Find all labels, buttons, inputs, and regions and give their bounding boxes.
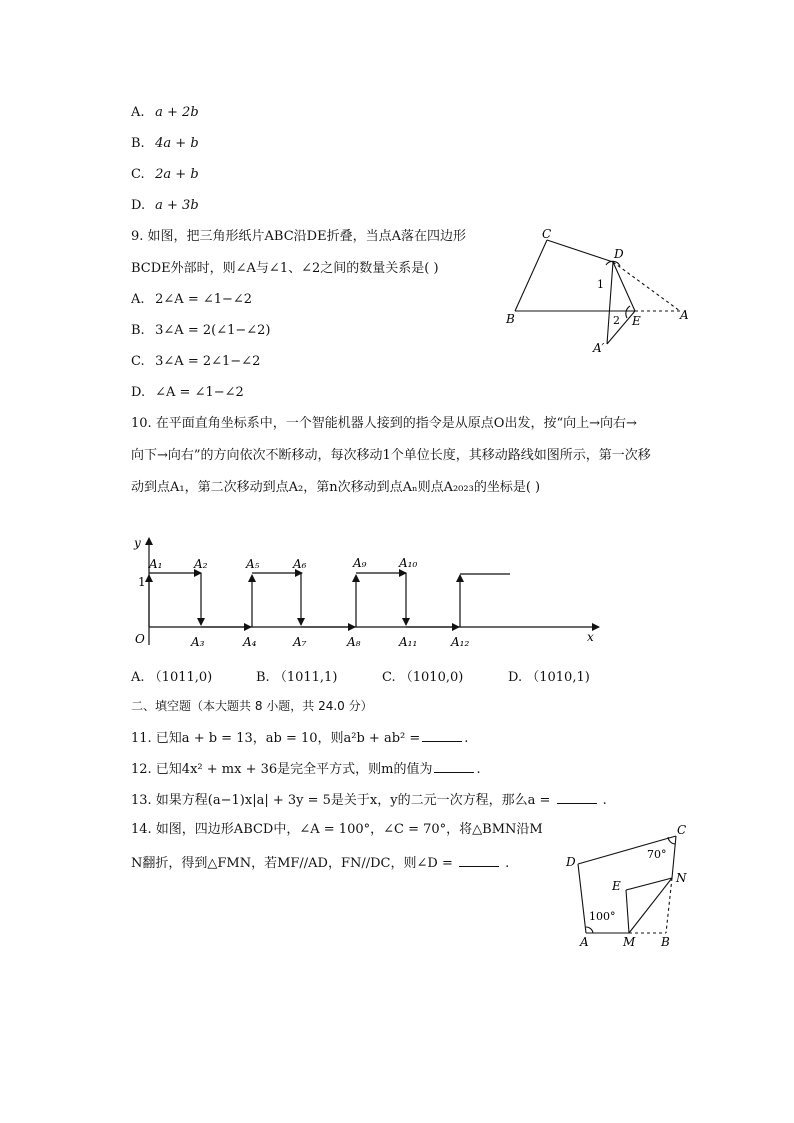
option-text: a + 2b — [155, 105, 199, 120]
q10-option-b[interactable] — [256, 666, 337, 685]
label-a8: A₈ — [347, 635, 361, 649]
q10-option-a[interactable] — [131, 666, 212, 685]
edge-da-prime — [607, 262, 613, 344]
option-label: D. — [508, 670, 523, 685]
label-angle-c: 70° — [647, 848, 667, 861]
q11 — [131, 729, 468, 747]
q9-option-c[interactable] — [131, 354, 260, 369]
label-n: N — [676, 871, 687, 885]
q9-stem-line2: BCDE外部时，则∠A与∠1、∠2之间的数量关系是( ) — [131, 261, 439, 276]
dashed-nb — [666, 878, 672, 933]
q10-option-c[interactable] — [382, 666, 463, 685]
label-c: C — [677, 823, 687, 837]
option-text: 2∠A = ∠1−∠2 — [155, 292, 253, 307]
option-a-prev[interactable] — [131, 105, 199, 120]
option-c-prev[interactable] — [131, 167, 199, 182]
q13-end: . — [602, 793, 607, 808]
label-d: D — [614, 247, 624, 261]
label-e: E — [612, 879, 621, 893]
option-b-prev[interactable] — [131, 136, 199, 151]
label-a: A — [580, 935, 589, 949]
q11-end: . — [464, 731, 469, 746]
q9-triangle-figure — [500, 222, 700, 357]
label-a10: A₁₀ — [399, 556, 418, 570]
label-one: 1 — [138, 575, 146, 589]
q10-stem-line1: 10. 在平面直角坐标系中，一个智能机器人接到的指令是从原点O出发，按“向上→向右→ — [131, 416, 637, 431]
q14-answer-blank[interactable] — [459, 854, 499, 867]
q11-answer-blank[interactable] — [422, 729, 462, 742]
label-a11: A₁₁ — [399, 635, 418, 649]
q10-stem-line3: 动到点A₁，第二次移动到点A₂，第n次移动到点Aₙ则点A₂₀₂₃的坐标是( ) — [131, 480, 541, 495]
option-text: 3∠A = 2(∠1−∠2) — [155, 323, 271, 338]
edge-mn — [629, 878, 672, 933]
q11-text: 11. 已知a + b = 13，ab = 10，则a²b + ab² = — [131, 731, 421, 746]
edge-cb — [515, 240, 547, 311]
q9-stem-line1: 9. 如图，把三角形纸片ABC沿DE折叠，当点A落在四边形 — [131, 229, 466, 244]
label-a12: A₁₂ — [451, 635, 470, 649]
label-a3: A₃ — [191, 635, 205, 649]
label-b: B — [661, 935, 670, 949]
q10-option-d[interactable] — [508, 666, 590, 685]
option-text: 4a + b — [155, 136, 199, 151]
q9-option-a[interactable] — [131, 292, 252, 307]
q9-option-b[interactable] — [131, 323, 270, 338]
q12-text: 12. 已知4x² + mx + 36是完全平方式，则m的值为 — [131, 762, 433, 777]
option-label: D. — [131, 198, 146, 213]
q12-answer-blank[interactable] — [434, 760, 474, 773]
angle-arc-2 — [626, 306, 630, 318]
option-text: 3∠A = 2∠1−∠2 — [155, 354, 261, 369]
q13-answer-blank[interactable] — [557, 791, 597, 804]
label-a6: A₆ — [293, 557, 307, 571]
label-x: x — [587, 630, 594, 644]
option-text: （1011,1) — [273, 670, 338, 685]
option-label: B. — [131, 323, 145, 338]
option-label: B. — [131, 136, 145, 151]
label-a2: A₂ — [194, 557, 208, 571]
q14-text: N翻折，得到△FMN，若MF//AD，FN//DC，则∠D = — [131, 856, 453, 871]
section-heading-fill-in: 二、填空题（本大题共 8 小题，共 24.0 分） — [131, 699, 373, 713]
edge-cd — [547, 240, 613, 262]
edge-da — [578, 864, 586, 933]
option-text: （1010,1) — [526, 670, 590, 685]
option-label: B. — [256, 670, 270, 685]
option-text: a + 3b — [155, 198, 199, 213]
label-angle-1: 1 — [597, 278, 604, 291]
q13 — [131, 791, 607, 809]
label-d: D — [566, 855, 576, 869]
label-a-prime: A′ — [593, 341, 605, 355]
q14-end: . — [505, 856, 510, 871]
option-text: （1011,0) — [148, 670, 213, 685]
q10-path-figure — [125, 530, 605, 655]
q14-stem-line1: 14. 如图，四边形ABCD中，∠A = 100°，∠C = 70°，将△BMN沿M — [131, 822, 543, 837]
label-a: A — [680, 308, 689, 322]
option-label: C. — [382, 670, 396, 685]
option-d-prev[interactable] — [131, 198, 199, 213]
label-a4: A₄ — [243, 635, 257, 649]
label-a5: A₅ — [246, 557, 260, 571]
edge-mf — [626, 890, 629, 933]
label-a1: A₁ — [149, 557, 163, 571]
q14-stem-line2 — [131, 854, 509, 872]
dashed-da — [613, 262, 680, 311]
option-label: D. — [131, 385, 146, 400]
label-y: y — [134, 536, 141, 550]
label-a9: A₉ — [353, 556, 367, 570]
q14-quadrilateral-figure — [560, 820, 700, 950]
label-c: C — [542, 227, 552, 241]
label-a7: A₇ — [293, 635, 307, 649]
option-label: A. — [131, 670, 145, 685]
label-m: M — [623, 935, 636, 949]
option-label: A. — [131, 292, 145, 307]
q13-text: 13. 如果方程(a−1)x|a| + 3y = 5是关于x，y的二元一次方程，那么a = — [131, 793, 551, 808]
label-angle-2: 2 — [613, 314, 620, 327]
option-text: ∠A = ∠1−∠2 — [155, 385, 244, 400]
label-b: B — [506, 312, 515, 326]
label-angle-a: 100° — [589, 910, 616, 923]
option-label: C. — [131, 167, 145, 182]
q9-option-d[interactable] — [131, 385, 244, 400]
angle-arc-a — [586, 927, 593, 933]
edge-fn — [626, 878, 672, 890]
q12-end: . — [476, 762, 481, 777]
edge-a-prime-e — [607, 311, 635, 344]
label-e: E — [632, 314, 641, 328]
option-text: （1010,0) — [399, 670, 464, 685]
option-text: 2a + b — [155, 167, 199, 182]
option-label: A. — [131, 105, 145, 120]
option-label: C. — [131, 354, 145, 369]
q10-stem-line2: 向下→向右”的方向依次不断移动，每次移动1个单位长度，其移动路线如图所示，第一次移 — [131, 448, 651, 463]
q12 — [131, 760, 481, 778]
label-origin: O — [135, 632, 145, 646]
edge-de — [613, 262, 635, 311]
